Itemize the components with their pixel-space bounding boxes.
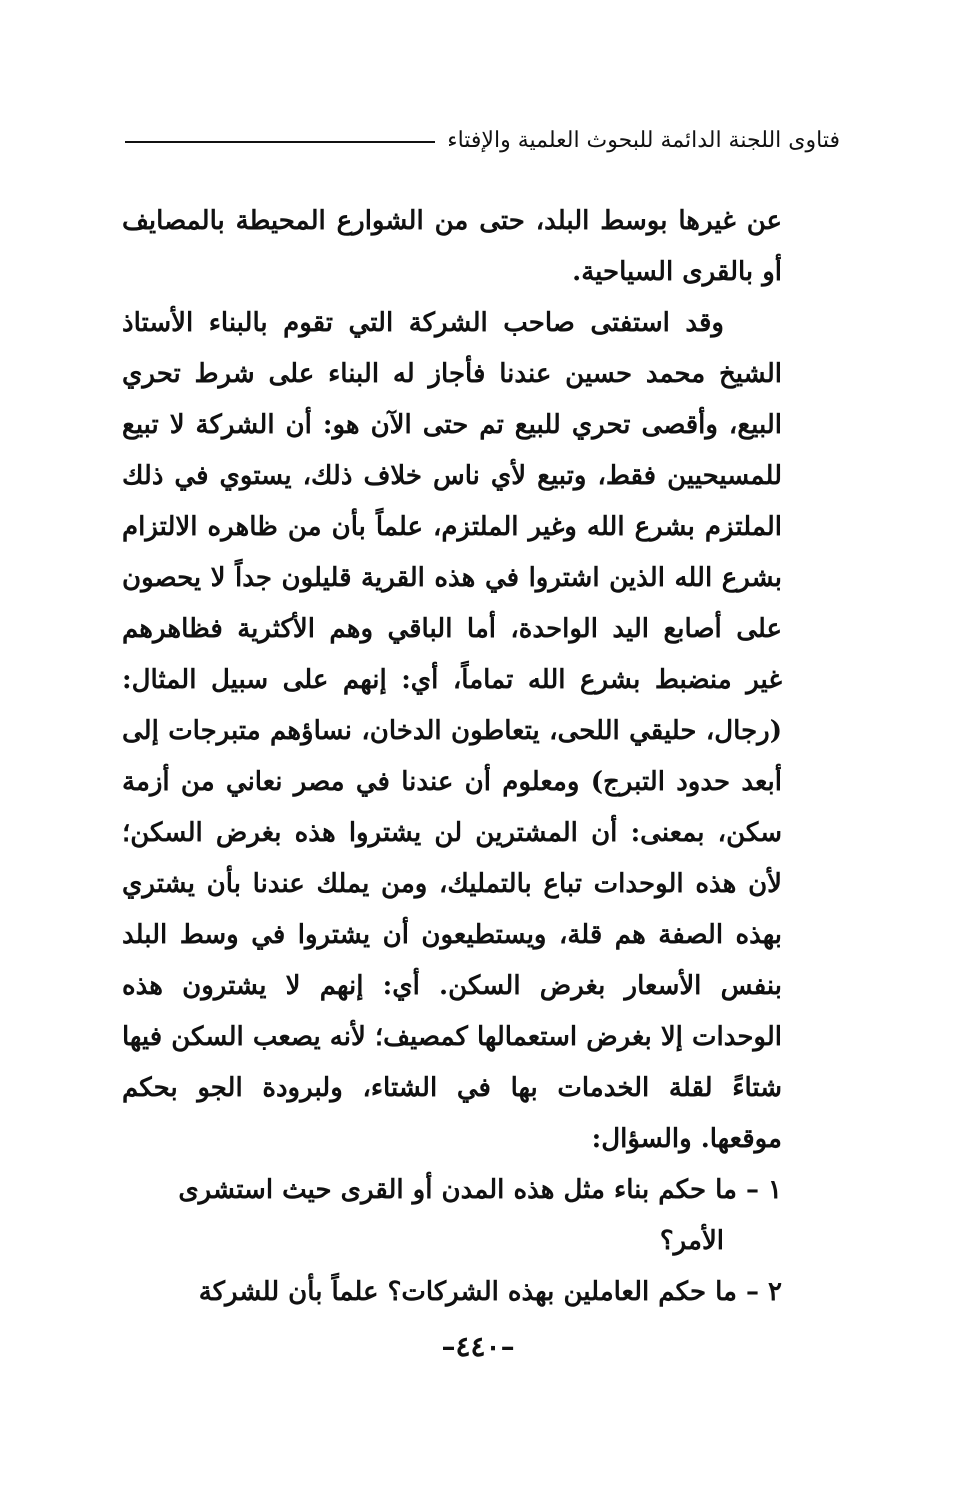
question-item-2: ٢ – ما حكم العاملين بهذه الشركات؟ علماً بأن للشركة xyxy=(198,1277,782,1307)
running-header xyxy=(125,120,840,160)
question-item-1-continued: الأمر؟ xyxy=(659,1226,724,1256)
paragraph-continuation: عن غيرها بوسط البلد، حتى من الشوارع المحيطة بالمصايف أو بالقرى السياحية. xyxy=(122,206,782,287)
paragraph-question: وقد استفتى صاحب الشركة التي تقوم بالبناء الأستاذ الشيخ محمد حسين عندنا فأجاز له البناء على شرط تحري البيع، وأقصى تحري للبيع تم حتى الآن هو: أن الشركة لا تبيع للمسيحيين فقط، وتبيع لأي ناس خلاف ذلك، يستوي في ذلك الملتزم بشرع الله وغير الملتزم، علماً بأن من ظاهره الالتزام بشرع الله الذين اشتروا في هذه القرية قليلون جداً لا يحصون على أصابع اليد الواحدة، أما الباقي وهم الأكثرية فظاهرهم غير منضبط بشرع الله تماماً، أي: إنهم على سبيل المثال: (رجال، حليقي اللحى، يتعاطون الدخان، نساؤهم متبرجات إلى أبعد حدود التبرج) ومعلوم أن عندنا في مصر نعاني من أزمة سكن، بمعنى: أن المشترين لن يشتروا هذه بغرض السكن؛ لأن هذه الوحدات تباع بالتمليك، ومن يملك عندنا بأن يشتري بهذه الصفة هم قلة، ويستطيعون أن يشتروا في وسط البلد بنفس الأسعار بغرض السكن. أي: إنهم لا يشترون هذه الوحدات إلا بغرض استعمالها كمصيف؛ لأنه يصعب السكن فيها شتاءً لقلة الخدمات بها في الشتاء، ولبرودة الجو بحكم موقعها. والسؤال: xyxy=(122,308,783,1154)
question-item-1: ١ – ما حكم بناء مثل هذه المدن أو القرى حيث استشرى xyxy=(178,1175,782,1205)
header-title: فتاوى اللجنة الدائمة للبحوث العلمية والإفتاء xyxy=(447,127,840,153)
page-number: –٤٤٠– xyxy=(441,1330,515,1363)
body-text xyxy=(122,196,782,1318)
header-rule xyxy=(125,141,435,143)
